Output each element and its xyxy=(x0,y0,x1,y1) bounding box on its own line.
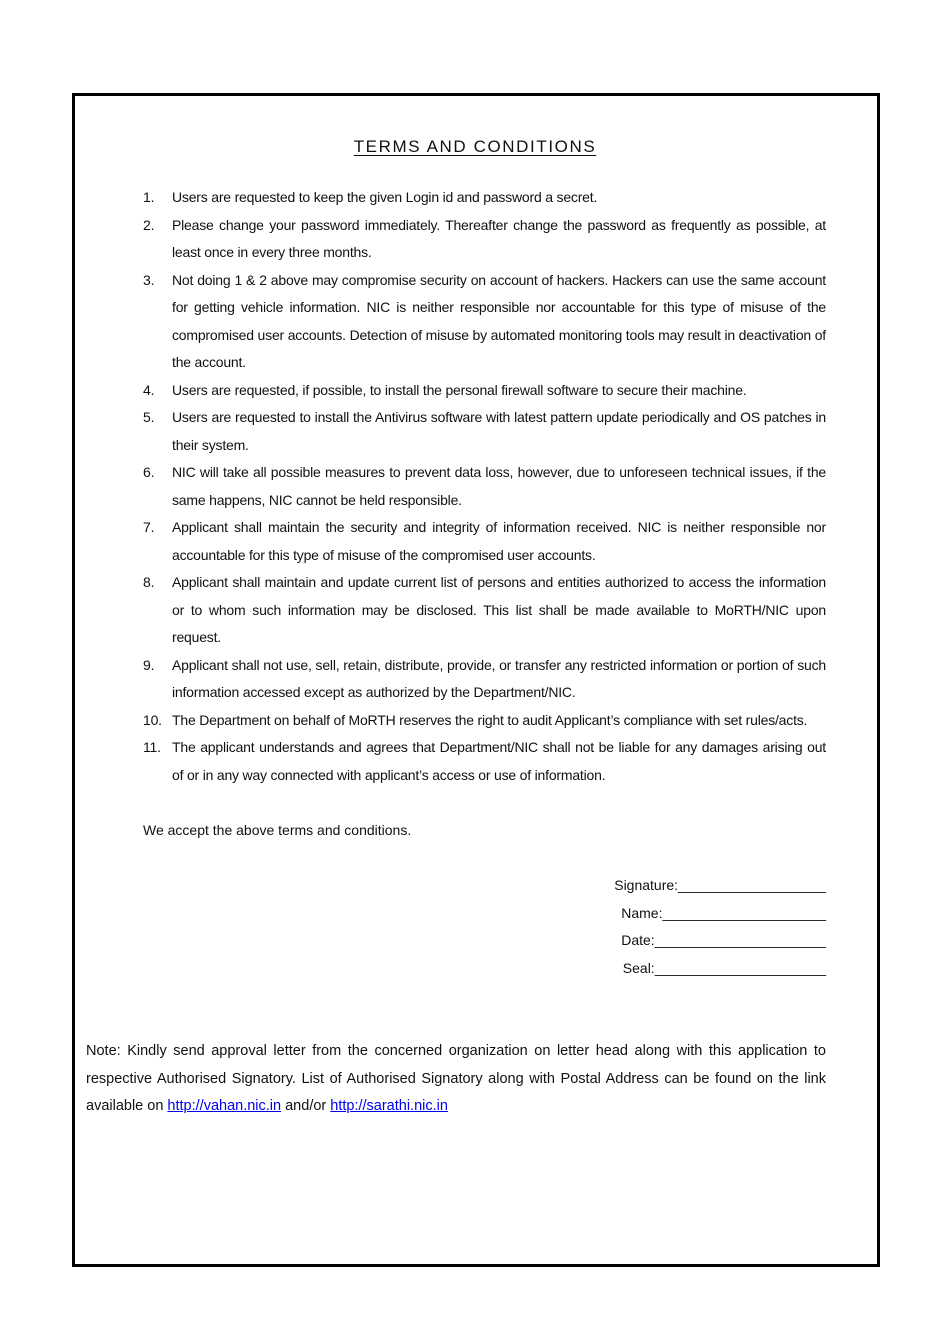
terms-item xyxy=(143,377,826,405)
item-text: Applicant shall maintain and update current list of persons and entities authorized to access the information or to whom such information may be disclosed. This list shall be made available to MoRTH/NIC upon request. xyxy=(172,574,826,645)
item-number: 4. xyxy=(143,381,155,398)
item-number: 8. xyxy=(143,574,155,590)
item-text: Please change your password immediately. Thereafter change the password as frequently as possible, at least once in every three months. xyxy=(172,216,826,260)
sarathi-link[interactable]: http://sarathi.nic.in xyxy=(330,1098,448,1114)
signature-block xyxy=(614,872,826,982)
item-text: Users are requested, if possible, to install the personal firewall software to secure their machine. xyxy=(172,381,747,398)
note xyxy=(86,1038,826,1121)
item-text: The applicant understands and agrees that Department/NIC shall not be liable for any damages arising out of or in any way connected with applicant’s access or use of information. xyxy=(172,739,826,783)
name-field: Name:_____________________ xyxy=(621,904,826,921)
item-text: The Department on behalf of MoRTH reserves the right to audit Applicant’s compliance with set rules/acts. xyxy=(172,711,808,728)
page-title: TERMS AND CONDITIONS xyxy=(353,137,597,156)
item-number: 1. xyxy=(143,189,155,205)
terms-list xyxy=(143,184,826,789)
date-field: Date:______________________ xyxy=(621,932,826,948)
item-number: 6. xyxy=(143,464,155,480)
item-number: 3. xyxy=(143,271,155,288)
item-text: Applicant shall not use, sell, retain, distribute, provide, or transfer any restricted information or portion of such information accessed except as authorized by the Department/NIC. xyxy=(172,656,826,700)
signature-field: Signature:___________________ xyxy=(614,877,826,893)
item-text: Not doing 1 & 2 above may compromise security on account of hackers. Hackers can use the same account for getting vehicle information. NIC is neither responsible nor accountable for this type of misuse of the compromised user accounts. Detection of misuse by automated monitoring tools may result in deactivation of the account. xyxy=(172,271,826,370)
terms-item xyxy=(143,459,826,514)
item-text: NIC will take all possible measures to prevent data loss, however, due to unforeseen technical issues, if the same happens, NIC cannot be held responsible. xyxy=(172,464,826,508)
terms-item xyxy=(143,184,826,212)
item-text: Applicant shall maintain the security and integrity of information received. NIC is neither responsible nor accountable for this type of misuse of the compromised user accounts. xyxy=(172,519,826,563)
seal-field: Seal:______________________ xyxy=(622,959,826,976)
item-number: 2. xyxy=(143,216,155,233)
item-text: Users are requested to install the Antivirus software with latest pattern update periodically and OS patches in their system. xyxy=(172,409,826,453)
terms-item xyxy=(143,734,826,789)
note-between: and/or xyxy=(281,1098,331,1114)
item-number: 9. xyxy=(143,656,155,673)
item-number: 5. xyxy=(143,409,155,425)
item-number: 10. xyxy=(143,711,162,728)
terms-item xyxy=(143,652,826,707)
terms-item xyxy=(143,707,826,735)
item-number: 11. xyxy=(143,739,161,755)
terms-item xyxy=(143,212,826,267)
vahan-link[interactable]: http://vahan.nic.in xyxy=(167,1098,282,1114)
item-text: Users are requested to keep the given Login id and password a secret. xyxy=(172,189,598,205)
terms-item xyxy=(143,514,826,569)
terms-item xyxy=(143,569,826,652)
terms-item xyxy=(143,404,826,459)
acceptance-statement: We accept the above terms and conditions. xyxy=(143,822,412,838)
item-number: 7. xyxy=(143,519,155,535)
note-text: Note: Kindly send approval letter from the concerned organization on letter head along with this application to respective Authorised Signatory. List of Authorised Signatory along with Postal Address can be found on the link available on xyxy=(86,1043,826,1114)
terms-item xyxy=(143,267,826,377)
